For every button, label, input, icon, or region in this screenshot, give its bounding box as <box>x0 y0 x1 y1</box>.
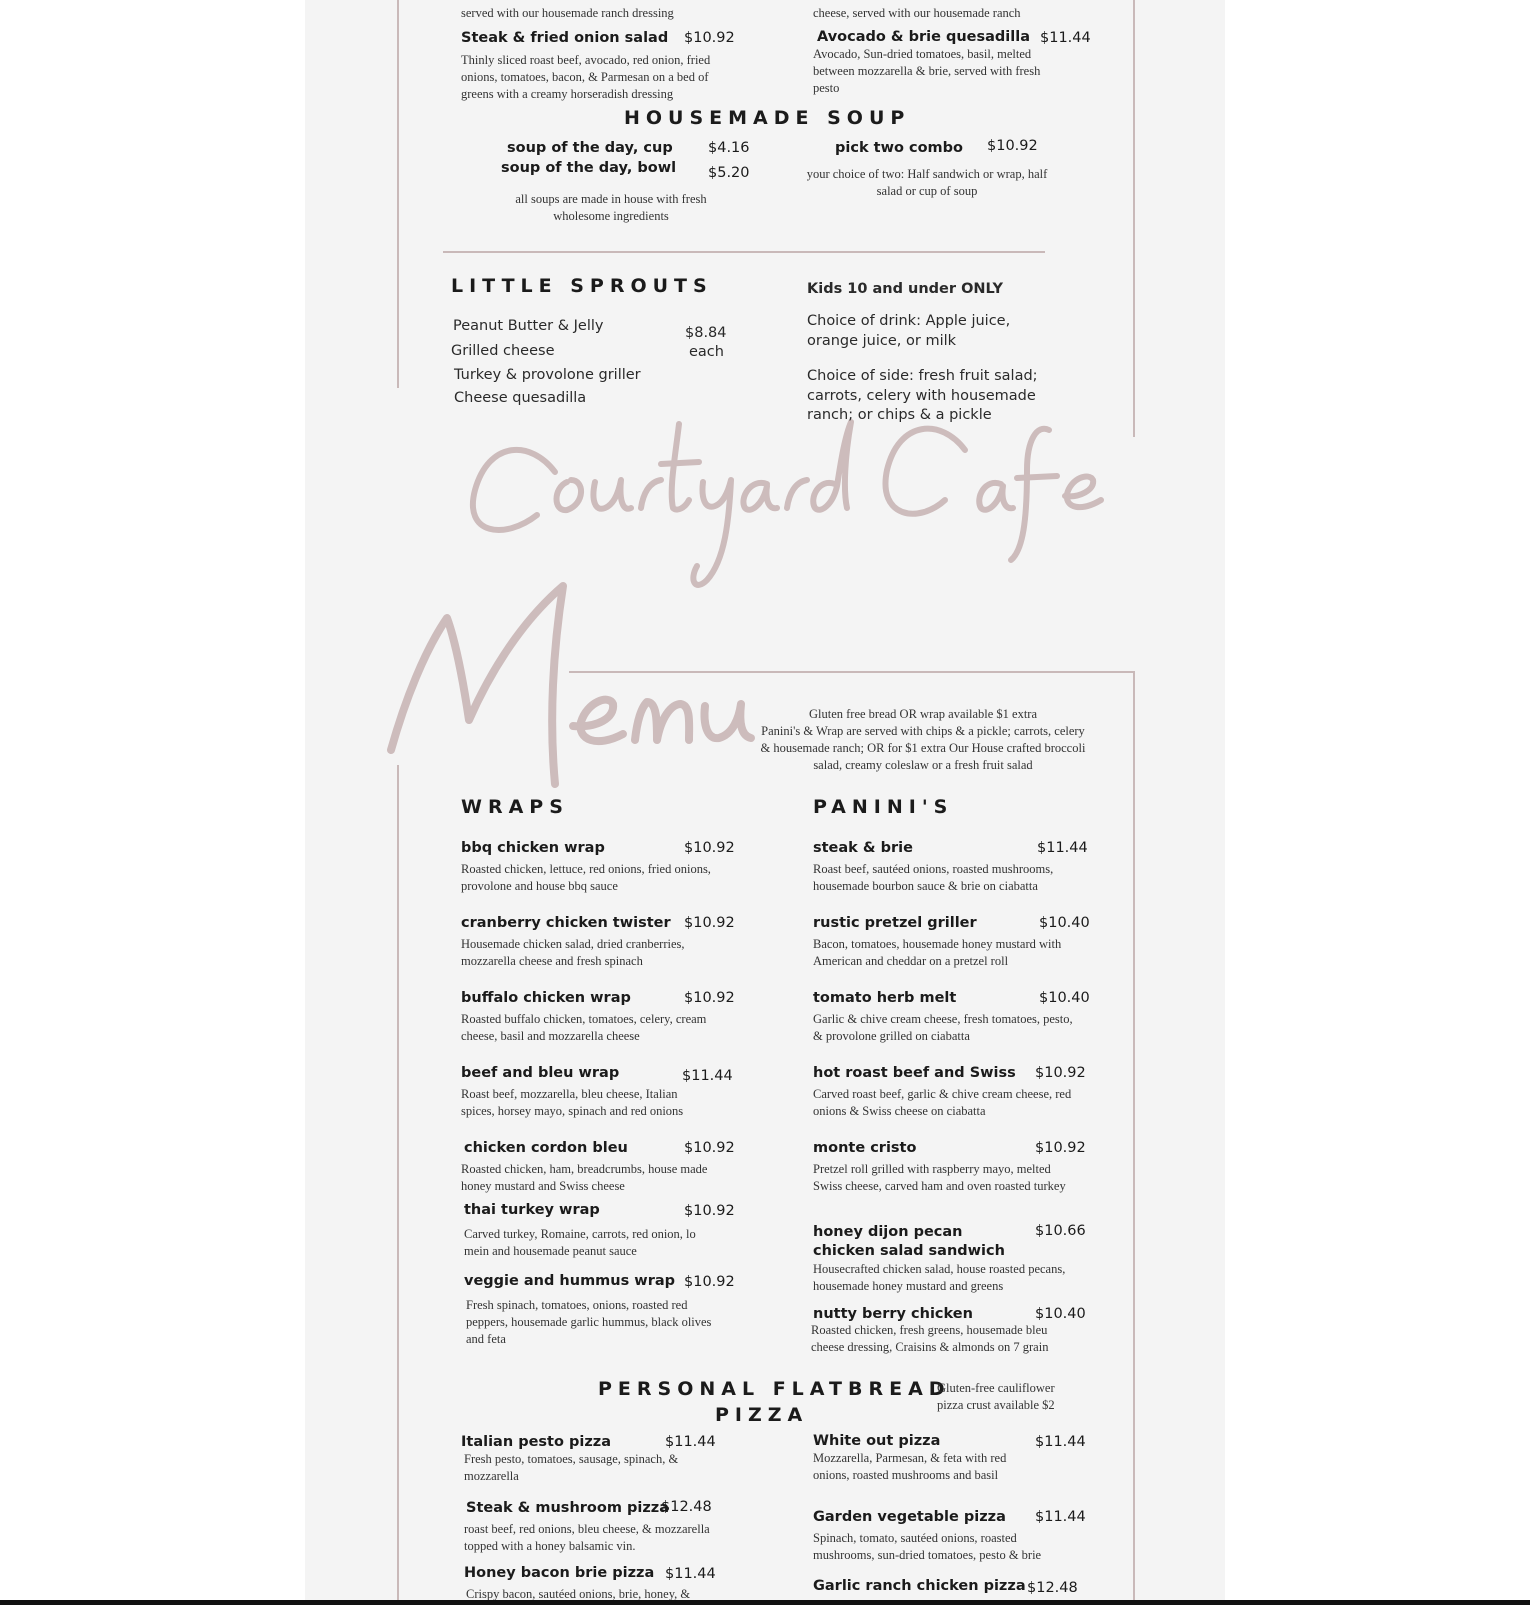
frame-right-top <box>1133 0 1135 437</box>
menu-page <box>305 0 1225 1600</box>
pizza-desc: roast beef, red onions, bleu cheese, & mozzarella topped with a honey balsamic vin. <box>464 1522 710 1554</box>
panini-name: rustic pretzel griller <box>813 915 977 931</box>
panini-price: $11.44 <box>1037 840 1088 856</box>
frame-right-bottom <box>1133 671 1135 1600</box>
panini-name: honey dijon pecan chicken salad sandwich <box>813 1224 1005 1259</box>
menu-word-text: Menu <box>505 700 508 701</box>
pizza-name: Italian pesto pizza <box>461 1434 612 1450</box>
divider-line <box>443 251 1045 253</box>
wrap-desc: Roasted chicken, lettuce, red onions, fried onions, provolone and house bbq sauce <box>461 862 711 894</box>
kids-side: Choice of side: fresh fruit salad; carrots, celery with housemade ranch; or chips & a pickle <box>807 368 1038 423</box>
panini-desc: Roast beef, sautéed onions, roasted mushrooms, housemade bourbon sauce & brie on ciabatta <box>813 862 1054 894</box>
panini-price: $10.66 <box>1035 1223 1086 1239</box>
pizza-desc: Spinach, tomato, sautéed onions, roasted mushrooms, sun-dried tomatoes, pesto & brie <box>813 1531 1042 1563</box>
kids-price-note: each <box>689 344 724 360</box>
top-fragment-right: cheese, served with our housemade ranch <box>813 6 1021 20</box>
wrap-price: $10.92 <box>684 915 735 931</box>
wrap-desc: Roast beef, mozzarella, bleu cheese, Italian spices, horsey mayo, spinach and red onions <box>461 1087 684 1119</box>
menu-script <box>391 586 751 784</box>
pizza-price: $11.44 <box>665 1434 716 1450</box>
wrap-name: beef and bleu wrap <box>461 1065 620 1081</box>
soup-bowl-price: $5.20 <box>708 165 750 181</box>
wrap-price: $10.92 <box>684 990 735 1006</box>
panini-price: $10.40 <box>1039 990 1090 1006</box>
kids-item: Turkey & provolone griller <box>454 367 641 383</box>
panini-desc: Garlic & chive cream cheese, fresh tomatoes, pesto, & provolone grilled on ciabatta <box>813 1012 1073 1044</box>
wrap-price: $11.44 <box>682 1068 733 1084</box>
pizza-price: $12.48 <box>661 1499 712 1515</box>
wrap-name: veggie and hummus wrap <box>464 1273 676 1289</box>
pizza-price: $11.44 <box>665 1566 716 1582</box>
pizza-gf-note: Gluten-free cauliflower pizza crust available $2 <box>937 1381 1055 1413</box>
intro-line2: Panini's & Wrap are served with chips & a pickle; carrots, celery & housemade ranch; OR for $1 extra Our House crafted broccoli salad, creamy coleslaw or a fresh fruit salad <box>760 724 1086 773</box>
panini-name: nutty berry chicken <box>813 1306 973 1322</box>
panini-desc: Bacon, tomatoes, housemade honey mustard with American and cheddar on a pretzel roll <box>813 937 1062 969</box>
pizza-desc: Crispy bacon, sautéed onions, brie, honey, & <box>466 1587 691 1600</box>
menu-item-price: $11.44 <box>1040 30 1091 46</box>
panini-price: $10.92 <box>1035 1140 1086 1156</box>
wrap-desc: Carved turkey, Romaine, carrots, red onion, lo mein and housemade peanut sauce <box>464 1227 696 1259</box>
panini-name: steak & brie <box>813 840 913 856</box>
menu-item-desc: Avocado, Sun-dried tomatoes, basil, melted between mozzarella & brie, served with fresh pesto <box>813 47 1041 96</box>
pizza-heading-2: PIZZA <box>715 1404 809 1426</box>
kids-heading: LITTLE SPROUTS <box>451 275 713 297</box>
panini-price: $10.40 <box>1039 915 1090 931</box>
top-fragment-left: served with our housemade ranch dressing <box>461 6 674 20</box>
courtyard-cafe-script <box>473 422 1101 585</box>
wrap-desc: Fresh spinach, tomatoes, onions, roasted red peppers, housemade garlic hummus, black olives and feta <box>466 1298 712 1347</box>
wrap-name: chicken cordon bleu <box>464 1140 628 1156</box>
wrap-name: bbq chicken wrap <box>461 840 605 856</box>
menu-item-desc: Thinly sliced roast beef, avocado, red onion, fried onions, tomatoes, bacon, & Parmesan on a bed of greens with a creamy horseradish dressing <box>461 53 711 102</box>
page-bottom-border <box>0 1600 1530 1605</box>
panini-desc: Carved roast beef, garlic & chive cream cheese, red onions & Swiss cheese on ciabatta <box>813 1087 1072 1119</box>
wrap-price: $10.92 <box>684 1274 735 1290</box>
combo-desc: your choice of two: Half sandwich or wrap, half salad or cup of soup <box>806 167 1048 199</box>
panini-name: monte cristo <box>813 1140 917 1156</box>
frame-top-menu <box>569 671 1135 673</box>
wrap-price: $10.92 <box>684 1140 735 1156</box>
paninis-heading: PANINI'S <box>813 796 954 818</box>
pizza-desc: Mozzarella, Parmesan, & feta with red onions, roasted mushrooms and basil <box>813 1451 1007 1483</box>
wrap-desc: Roasted buffalo chicken, tomatoes, celery, cream cheese, basil and mozzarella cheese <box>461 1012 707 1044</box>
kids-item: Cheese quesadilla <box>454 390 587 406</box>
panini-price: $10.40 <box>1035 1306 1086 1322</box>
pizza-price: $11.44 <box>1035 1434 1086 1450</box>
panini-desc: Housecrafted chicken salad, house roasted pecans, housemade honey mustard and greens <box>813 1262 1066 1294</box>
wrap-name: thai turkey wrap <box>464 1202 600 1218</box>
kids-drink: Choice of drink: Apple juice, orange juice, or milk <box>807 313 1011 349</box>
intro-line1: Gluten free bread OR wrap available $1 extra <box>808 707 1038 721</box>
wrap-name: cranberry chicken twister <box>461 915 671 931</box>
panini-name: tomato herb melt <box>813 990 957 1006</box>
pizza-name: Honey bacon brie pizza <box>464 1565 655 1581</box>
soup-bowl-name: soup of the day, bowl <box>501 160 677 176</box>
soup-note: all soups are made in house with fresh wholesome ingredients <box>515 192 707 224</box>
pizza-price: $11.44 <box>1035 1509 1086 1525</box>
pizza-name: Garlic ranch chicken pizza <box>813 1578 1026 1594</box>
pizza-desc: Fresh pesto, tomatoes, sausage, spinach, & mozzarella <box>464 1452 679 1484</box>
kids-item: Peanut Butter & Jelly <box>453 318 604 334</box>
pizza-name: White out pizza <box>813 1433 941 1449</box>
frame-left-top <box>397 0 399 388</box>
panini-desc: Roasted chicken, fresh greens, housemade bleu cheese dressing, Craisins & almonds on 7 grain <box>811 1323 1049 1355</box>
pizza-heading: PERSONAL FLATBREAD <box>598 1378 951 1400</box>
combo-price: $10.92 <box>987 138 1038 154</box>
panini-desc: Pretzel roll grilled with raspberry mayo, melted Swiss cheese, carved ham and oven roasted turkey <box>813 1162 1066 1194</box>
pizza-name: Steak & mushroom pizza <box>466 1500 670 1516</box>
wrap-price: $10.92 <box>684 840 735 856</box>
soup-cup-price: $4.16 <box>708 140 750 156</box>
pizza-price: $12.48 <box>1027 1580 1078 1596</box>
soup-cup-name: soup of the day, cup <box>507 140 673 156</box>
pizza-name: Garden vegetable pizza <box>813 1509 1006 1525</box>
panini-price: $10.92 <box>1035 1065 1086 1081</box>
wrap-price: $10.92 <box>684 1203 735 1219</box>
kids-price: $8.84 <box>685 325 727 341</box>
kids-title: Kids 10 and under ONLY <box>807 281 1004 297</box>
combo-name: pick two combo <box>835 140 963 156</box>
menu-item-price: $10.92 <box>684 30 735 46</box>
wrap-desc: Housemade chicken salad, dried cranberries, mozzarella cheese and fresh spinach <box>461 937 685 969</box>
wrap-desc: Roasted chicken, ham, breadcrumbs, house made honey mustard and Swiss cheese <box>461 1162 708 1194</box>
soup-heading: HOUSEMADE SOUP <box>624 107 911 129</box>
panini-name: hot roast beef and Swiss <box>813 1065 1016 1081</box>
wrap-name: buffalo chicken wrap <box>461 990 631 1006</box>
kids-item: Grilled cheese <box>451 343 555 359</box>
brand-name-text: Courtyard Cafe <box>765 500 773 501</box>
frame-left-bottom <box>397 765 399 1600</box>
menu-item-name: Steak & fried onion salad <box>461 30 669 46</box>
wraps-heading: WRAPS <box>461 796 569 818</box>
menu-item-name: Avocado & brie quesadilla <box>817 29 1030 45</box>
